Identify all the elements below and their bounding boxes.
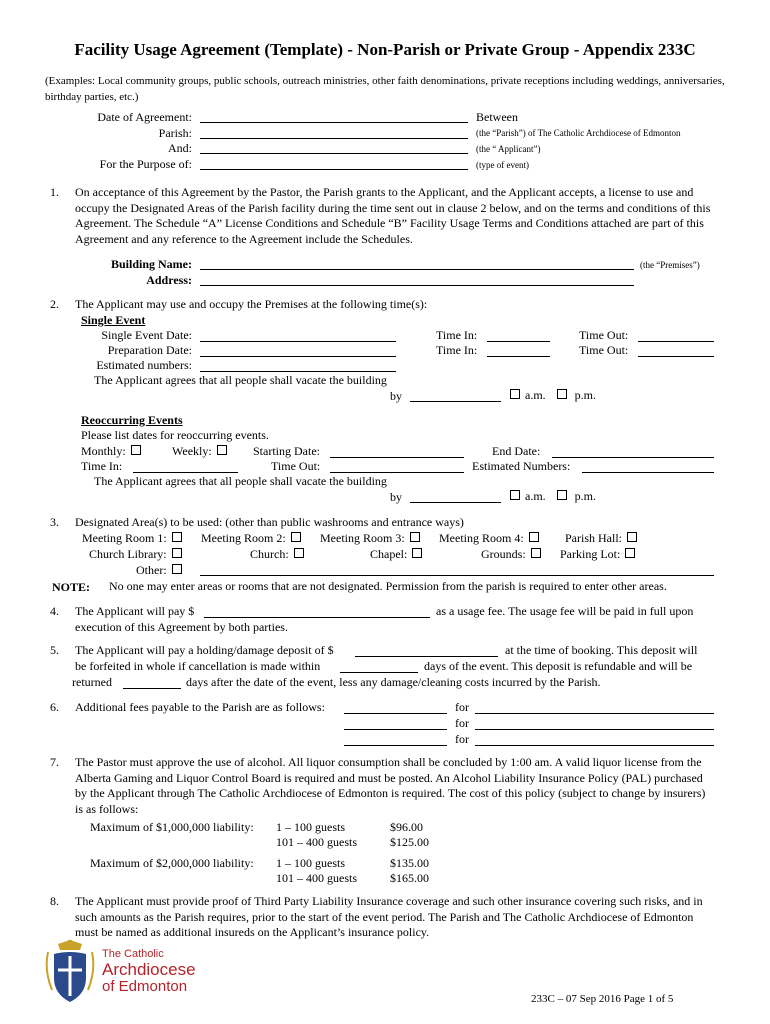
time-out-label-1: Time Out: — [579, 328, 629, 342]
s4-text-b: as a usage fee. The usage fee will be paid in full upon — [436, 604, 694, 618]
area-parish-hall — [565, 531, 639, 546]
weekly-group — [172, 444, 229, 459]
area-label: Meeting Room 4: — [439, 531, 524, 545]
for-label-1: for — [455, 700, 469, 714]
usage-fee-field[interactable] — [204, 617, 430, 618]
pm-checkbox-2[interactable] — [557, 490, 567, 500]
applicant-note: (the “ Applicant”) — [476, 144, 541, 154]
fee-amount-field-2[interactable] — [344, 729, 447, 730]
time-in-field-2[interactable] — [487, 356, 550, 357]
area-church — [250, 547, 306, 562]
area-other — [136, 563, 184, 578]
area-checkbox[interactable] — [625, 548, 635, 558]
fee-amount-field-3[interactable] — [344, 745, 447, 746]
area-checkbox[interactable] — [531, 548, 541, 558]
monthly-label: Monthly: — [81, 444, 126, 458]
s5-text-e: returned — [72, 675, 112, 689]
pm-label-2: p.m. — [574, 489, 597, 503]
parish-field[interactable] — [200, 138, 468, 139]
area-meeting-room-2 — [201, 531, 303, 546]
am-label-2: a.m. — [525, 489, 546, 503]
area-parking-lot — [560, 547, 637, 562]
area-label: Church: — [250, 547, 289, 561]
s5-text-f: days after the date of the event, less any damage/cleaning costs incurred by the Parish. — [186, 675, 601, 689]
estimated-numbers-field[interactable] — [582, 472, 714, 473]
area-meeting-room-4 — [439, 531, 541, 546]
s6-text: Additional fees payable to the Parish are as follows: — [75, 700, 325, 714]
am-label: a.m. — [525, 388, 546, 402]
vacate-text: The Applicant agrees that all people shall vacate the building — [94, 373, 387, 387]
starting-date-field[interactable] — [330, 457, 464, 458]
return-days-field[interactable] — [123, 688, 181, 689]
monthly-group — [81, 444, 143, 459]
time-out-label-2: Time Out: — [579, 343, 629, 357]
fee-purpose-field-3[interactable] — [475, 745, 714, 746]
parish-note: (the “Parish”) of The Catholic Archdiocese of Edmonton — [476, 128, 681, 138]
single-event-heading: Single Event — [81, 313, 146, 327]
intro-note: (Examples: Local community groups, public schools, outreach ministries, other faith denominations, private receptions including weddings, anniversaries, birthday parties, etc.) — [45, 75, 725, 103]
fee-purpose-field-1[interactable] — [475, 713, 714, 714]
tier-1-guests-1: 1 – 100 guests — [276, 820, 345, 834]
event-note: (type of event) — [476, 160, 529, 170]
tier-2-label: Maximum of $2,000,000 liability: — [90, 856, 254, 870]
address-field[interactable] — [200, 285, 634, 286]
vacate-time-field[interactable] — [410, 401, 501, 402]
area-checkbox[interactable] — [294, 548, 304, 558]
area-checkbox[interactable] — [529, 532, 539, 542]
prep-date-field[interactable] — [200, 356, 396, 357]
building-label: Building Name: — [110, 257, 192, 271]
area-checkbox[interactable] — [291, 532, 301, 542]
s5-text-b: at the time of booking. This deposit will — [505, 643, 698, 657]
page-title: Facility Usage Agreement (Template) - Non-Parish or Private Group - Appendix 233C — [74, 40, 696, 59]
tier-2-cost-2: $165.00 — [390, 871, 429, 885]
s4-text-a: The Applicant will pay $ — [75, 604, 195, 618]
cancellation-days-field[interactable] — [340, 672, 418, 673]
s1-text: On acceptance of this Agreement by the Pastor, the Parish grants to the Applicant, and the Applicant accepts, a license to use and occupy the Designated Areas of the Parish facility during the time sent out in clause 2 below, and on the terms and conditions of this Agreement. The Schedule “A” License Conditions and Schedule “B” Facility Usage Terms and Conditions attached are part of this Agreement and any reference to the Agreement include the Schedules. — [75, 185, 711, 246]
area-checkbox[interactable] — [172, 548, 182, 558]
logo-line-2: Archdiocese — [102, 960, 196, 979]
reoccurring-note: Please list dates for reoccurring events. — [81, 428, 269, 442]
area-label: Parking Lot: — [560, 547, 621, 561]
reoccur-time-out-label: Time Out: — [271, 459, 321, 473]
tier-2-guests-1: 1 – 100 guests — [276, 856, 345, 870]
area-grounds — [481, 547, 543, 562]
logo-line-1: The Catholic — [102, 948, 164, 960]
address-label: Address: — [146, 273, 192, 287]
parish-label: Parish: — [158, 126, 192, 140]
purpose-field[interactable] — [200, 169, 468, 170]
s3-number: 3. — [50, 515, 59, 529]
note-label: NOTE: — [52, 580, 91, 594]
ampm-group — [508, 388, 596, 403]
time-in-field-1[interactable] — [487, 341, 550, 342]
and-label: And: — [168, 141, 192, 155]
tier-1-guests-2: 101 – 400 guests — [276, 835, 357, 849]
area-church-library — [89, 547, 184, 562]
time-out-field-2[interactable] — [638, 356, 714, 357]
time-in-label-2: Time In: — [436, 343, 478, 357]
s7-text: The Pastor must approve the use of alcohol. All liquor consumption shall be concluded by 1:00 am. A valid liquor license from the Alberta Gaming and Liquor Control Board is required and must be posted. An Alcohol Liability Insurance Policy (PAL) purchased by the Applicant through The Catholic Archdiocese of Edmonton is required. The cost of this policy (subject to change by insurers) is as follows: — [75, 755, 706, 816]
s1-number: 1. — [50, 185, 59, 199]
crest-icon — [44, 940, 96, 1004]
s8-number: 8. — [50, 894, 59, 908]
estimated-field[interactable] — [200, 371, 396, 372]
pm-label: p.m. — [574, 388, 597, 402]
s5-text-c: be forfeited in whole if cancellation is made within — [75, 659, 321, 673]
area-label: Church Library: — [89, 547, 167, 561]
tier-1-cost-2: $125.00 — [390, 835, 429, 849]
premises-note: (the “Premises”) — [640, 260, 700, 270]
area-label: Meeting Room 3: — [320, 531, 405, 545]
area-checkbox[interactable] — [627, 532, 637, 542]
area-label: Other: — [136, 563, 167, 577]
reoccur-time-out-field[interactable] — [330, 472, 464, 473]
single-date-field[interactable] — [200, 341, 396, 342]
vacate-time-field-2[interactable] — [410, 502, 501, 503]
end-date-field[interactable] — [552, 457, 714, 458]
logo-line-3: of Edmonton — [102, 978, 188, 995]
area-checkbox[interactable] — [412, 548, 422, 558]
s4-text-c: execution of this Agreement by both parties. — [75, 620, 288, 634]
fee-amount-field-1[interactable] — [344, 713, 447, 714]
deposit-field[interactable] — [355, 656, 498, 657]
between-label: Between — [476, 110, 518, 124]
tier-2-guests-2: 101 – 400 guests — [276, 871, 357, 885]
s3-text: Designated Area(s) to be used: (other than public washrooms and entrance ways) — [75, 515, 464, 529]
archdiocese-logo — [44, 940, 204, 1004]
s5-text-a: The Applicant will pay a holding/damage deposit of $ — [75, 643, 334, 657]
monthly-checkbox[interactable] — [131, 445, 141, 455]
other-area-field[interactable] — [200, 575, 714, 576]
s5-number: 5. — [50, 643, 59, 657]
area-label: Parish Hall: — [565, 531, 622, 545]
area-label: Meeting Room 1: — [82, 531, 167, 545]
reoccur-time-in-label: Time In: — [81, 459, 123, 473]
s8-text: The Applicant must provide proof of Third Party Liability Insurance coverage and such other insurance covering such risks, and in such amounts as the Parish requires, prior to the start of the event period. The Parish and The Catholic Archdiocese of Edmonton must be named as additional insureds on the Applicant’s insurance policy. — [75, 894, 703, 939]
pm-checkbox[interactable] — [557, 389, 567, 399]
area-checkbox[interactable] — [172, 532, 182, 542]
s7-number: 7. — [50, 755, 59, 769]
date-label: Date of Agreement: — [97, 110, 192, 124]
tier-1-label: Maximum of $1,000,000 liability: — [90, 820, 254, 834]
estimated-numbers-label: Estimated Numbers: — [472, 459, 571, 473]
weekly-label: Weekly: — [172, 444, 212, 458]
area-checkbox[interactable] — [172, 564, 182, 574]
date-field[interactable] — [200, 122, 468, 123]
area-label: Meeting Room 2: — [201, 531, 286, 545]
time-out-field-1[interactable] — [638, 341, 714, 342]
building-field[interactable] — [200, 269, 634, 270]
for-label-3: for — [455, 732, 469, 746]
end-label: End Date: — [492, 444, 541, 458]
s4-number: 4. — [50, 604, 59, 618]
page-footer: 233C – 07 Sep 2016 Page 1 of 5 — [531, 993, 674, 1005]
starting-label: Starting Date: — [253, 444, 320, 458]
s2-text: The Applicant may use and occupy the Premises at the following time(s): — [75, 297, 428, 311]
by-label-2: by — [390, 490, 402, 504]
by-label: by — [390, 389, 402, 403]
am-checkbox[interactable] — [510, 389, 520, 399]
s6-number: 6. — [50, 700, 59, 714]
s5-text-d: days of the event. This deposit is refundable and will be — [424, 659, 693, 673]
weekly-checkbox[interactable] — [217, 445, 227, 455]
fee-purpose-field-2[interactable] — [475, 729, 714, 730]
area-meeting-room-1 — [82, 531, 184, 546]
purpose-label: For the Purpose of: — [99, 157, 192, 171]
area-label: Chapel: — [370, 547, 408, 561]
single-date-label: Single Event Date: — [101, 328, 192, 342]
area-label: Grounds: — [481, 547, 526, 561]
am-checkbox-2[interactable] — [510, 490, 520, 500]
prep-date-label: Preparation Date: — [107, 343, 192, 357]
area-meeting-room-3 — [320, 531, 422, 546]
area-checkbox[interactable] — [410, 532, 420, 542]
vacate-text-2: The Applicant agrees that all people shall vacate the building — [94, 474, 387, 488]
for-label-2: for — [455, 716, 469, 730]
reoccur-time-in-field[interactable] — [133, 472, 238, 473]
tier-2-cost-1: $135.00 — [390, 856, 429, 870]
area-chapel — [370, 547, 424, 562]
time-in-label-1: Time In: — [436, 328, 478, 342]
applicant-field[interactable] — [200, 153, 468, 154]
reoccurring-heading: Reoccurring Events — [81, 413, 183, 427]
note-text: No one may enter areas or rooms that are not designated. Permission from the parish is required to enter other areas. — [109, 579, 667, 593]
tier-1-cost-1: $96.00 — [390, 820, 423, 834]
s2-number: 2. — [50, 297, 59, 311]
estimated-label: Estimated numbers: — [96, 358, 192, 372]
ampm-group-2 — [508, 489, 596, 504]
